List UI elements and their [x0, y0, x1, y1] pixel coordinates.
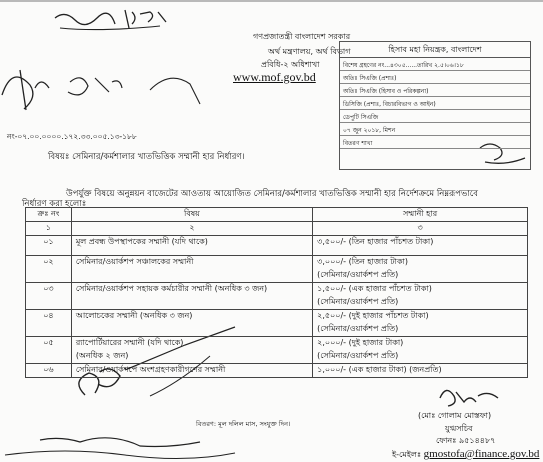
rate-cell: ২,৫০০/- (দুই হাজার পাঁচশত টাকা) (সেমিনার/ওয়ার্কশপ প্রতি)	[313, 310, 528, 337]
rate-cell: ৩,৫০০/- (তিন হাজার পাঁচশত টাকা)	[313, 236, 528, 256]
subject-line: বিষয়ঃ সেমিনার/কর্মশালার খাতভিত্তিক সম্মানী হার নির্ধারণ।	[48, 152, 245, 162]
subject-cell: আলোচকের সম্মানী (অনধিক ৩ জন)	[71, 310, 312, 337]
rate-cell: ১,০০০/- (এক হাজার টাকা) (জনপ্রতি)	[313, 364, 528, 378]
serial-cell: ০৫	[26, 337, 72, 364]
stamp-row: ০৭ জুন ২০১৮, মিশন	[340, 123, 530, 136]
subject-cell: র‍্যাপোর্টিয়ারের সম্মানী (যদি থাকে) (অনধিক ২ জন)	[71, 337, 312, 364]
subject-cell: সেমিনার/ওয়ার্কশপে অংশগ্রহণকারীগণের সম্মানী	[71, 364, 312, 378]
ministry-heading: অর্থ মন্ত্রণালয়, অর্থ বিভাগ	[268, 47, 351, 56]
signatory-name: (মোঃ গোলাম মোস্তফা)	[418, 411, 492, 420]
table-row	[26, 256, 528, 283]
signatory-phone: ফোনঃ ৯৫১৪৪৮৭	[436, 436, 496, 445]
stamp-row: ডিসিজি (প্রশাঃ, বিচারবিভাগ ও আইন)	[340, 97, 530, 110]
table-index-row	[26, 222, 528, 236]
serial-cell: ০৬	[26, 364, 72, 378]
header-rate: সম্মানী হার	[313, 208, 528, 222]
serial-cell: ০৩	[26, 283, 72, 310]
stamp-row: বিশেষ গ্রহণের নং...৪৩০৫......তারিখ ২.৫।০৬।১৮	[340, 58, 530, 71]
signatory-email	[392, 448, 539, 462]
subject-cell: সেমিনার/ওয়ার্কশপ সহায়ক কর্মচারীর সম্মানী (অনধিক ৩ জন)	[71, 283, 312, 310]
table-header-row	[26, 208, 528, 222]
rate-cell: ৩,০০০/- (তিন হাজার টাকা) (সেমিনার/ওয়ার্কশপ প্রতি)	[313, 256, 528, 283]
subject-cell: সেমিনার/ওয়ার্কশপ সঞ্চালকের সম্মানী	[71, 256, 312, 283]
serial-cell: ০১	[26, 236, 72, 256]
table-row	[26, 364, 528, 378]
header-serial: ক্রঃ নং	[26, 208, 72, 222]
stamp-row: ডেপুটি সিএজি	[340, 110, 530, 123]
stamp-row: অতিঃ সিএজি (প্রশাঃ)	[340, 71, 530, 84]
stamp-row: অতিঃ সিএজি (হিসাব ও পরিকল্পনা)	[340, 84, 530, 97]
receipt-stamp	[339, 41, 531, 170]
stamp-row: বিতরণ শাখা	[340, 136, 530, 149]
stamp-title: হিসাব মহা নিয়ন্ত্রক, বাংলাদেশ	[340, 42, 530, 58]
body-text-line-2: নির্ধারণ করা হলোঃ	[22, 199, 87, 209]
serial-cell: ০৪	[26, 310, 72, 337]
handwritten-note: বিতরণ: মূল দলিল মাস, সংযুক্ত দিন।	[196, 420, 291, 428]
email-label: ই-মেইলঃ	[392, 450, 422, 459]
table-row	[26, 236, 528, 256]
website-link[interactable]: www.mof.gov.bd	[233, 70, 316, 84]
index-cell: ৩	[313, 222, 528, 236]
government-heading: গণপ্রজাতন্ত্রী বাংলাদেশ সরকার	[253, 32, 351, 41]
subject-cell: মূল প্রবন্ধ উপস্থাপকের সম্মানী (যদি থাকে)	[71, 236, 312, 256]
index-cell: ২	[71, 222, 312, 236]
serial-cell: ০২	[26, 256, 72, 283]
signatory-title: যুগ্মসচিব	[445, 424, 473, 433]
table-row	[26, 310, 528, 337]
memo-number: নং-০৭.০০.০০০০.১৭২.৩৩.০০৫.১৩-১৮৮	[7, 132, 137, 141]
index-cell: ১	[26, 222, 72, 236]
rate-cell: ২,০০০/- (দুই হাজার টাকা) (সেমিনার/ওয়ার্কশপ প্রতি)	[313, 337, 528, 364]
body-text-line-1: উপর্যুক্ত বিষয়ে অনুন্নয়ন বাজেটের আওতায় আয়োজিত সেমিনার/কর্মশালার খাতভিত্তিক সম্মানী হার নির্দেশক্রমে নিম্নরূপভাবে	[66, 189, 478, 199]
rate-cell: ১,৫০০/- (এক হাজার পাঁচশত টাকা) (সেমিনার/ওয়ার্কশপ প্রতি)	[313, 283, 528, 310]
honorarium-table	[25, 207, 528, 378]
table-row	[26, 337, 528, 364]
email-link[interactable]: gmostofa@finance.gov.bd	[423, 448, 540, 460]
table-row	[26, 283, 528, 310]
header-subject: বিষয়	[71, 208, 312, 222]
branch-heading: প্রবিধি-২ অধিশাখা	[261, 60, 320, 69]
